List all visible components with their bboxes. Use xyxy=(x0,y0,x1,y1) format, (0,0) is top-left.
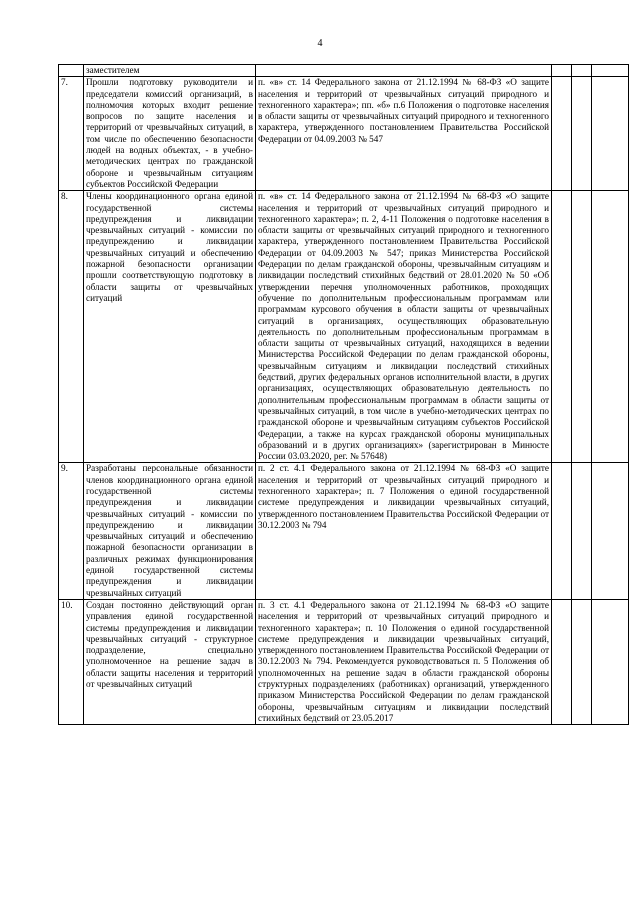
answer-no-cell[interactable] xyxy=(572,191,592,463)
answer-no-cell[interactable] xyxy=(572,599,592,724)
row-number: 9. xyxy=(59,463,84,600)
legal-basis-text: п. 2 ст. 4.1 Федерального закона от 21.12.1994 № 68-ФЗ «О защите населения и территорий от чрезвычайных ситуаций природного и техногенного характера»; п. 7 Положения о единой государственной системе предупреждения и ликвидации чрезвычайных ситуаций, утвержденного постановлением Правительства Российской Федерации от 30.12.2003 № 794 xyxy=(256,463,552,600)
table-row xyxy=(59,77,629,191)
legal-basis-text: п. «в» ст. 14 Федерального закона от 21.12.1994 № 68-ФЗ «О защите населения и территорий от чрезвычайных ситуаций природного и техногенного характера»; пп. «б» п.6 Положения о подготовке населения в области защиты от чрезвычайных ситуаций природного и техногенного характера, утвержденного постановлением Правительства Российской Федерации от 04.09.2003 № 547 xyxy=(256,77,552,191)
answer-na-cell[interactable] xyxy=(592,191,629,463)
answer-no-cell[interactable] xyxy=(572,463,592,600)
table-row xyxy=(59,463,629,600)
row-number xyxy=(59,65,84,77)
answer-na-cell[interactable] xyxy=(592,599,629,724)
row-number: 8. xyxy=(59,191,84,463)
requirement-text: Прошли подготовку руководители и председатели комиссий организаций, в полномочия которых входит решение вопросов по защите населения и территорий от чрезвычайных ситуаций, в том числе по обеспечению безопасности людей на водных объектах, - в учебно-методических центрах по гражданской обороне и чрезвычайным ситуациям субъектов Российской Федерации xyxy=(84,77,256,191)
legal-basis-text: п. 3 ст. 4.1 Федерального закона от 21.12.1994 № 68-ФЗ «О защите населения и территорий от чрезвычайных ситуаций природного и техногенного характера»; п. 10 Положения о единой государственной системе предупреждения и ликвидации чрезвычайных ситуаций, утвержденного постановлением Правительства Российской Федерации от 30.12.2003 № 794. Рекомендуется руководствоваться п. 5 Положения об уполномоченных на решение задач в области гражданской обороны структурных подразделениях (работниках) организаций, утвержденного приказом Министерства Российской Федерации по делам гражданской обороны, чрезвычайным ситуациям и ликвидации последствий стихийных бедствий от 23.05.2017 xyxy=(256,599,552,724)
requirement-text: Создан постоянно действующий орган управления единой государственной системы предупреждения и ликвидации чрезвычайных ситуаций - структурное подразделение, специально уполномоченное на решение задач в области защиты населения и территорий от чрезвычайных ситуаций xyxy=(84,599,256,724)
answer-na-cell[interactable] xyxy=(592,463,629,600)
page-number: 4 xyxy=(317,38,323,49)
answer-yes-cell[interactable] xyxy=(552,65,572,77)
row-number: 10. xyxy=(59,599,84,724)
requirement-text: заместителем xyxy=(84,65,256,77)
answer-na-cell[interactable] xyxy=(592,77,629,191)
legal-basis-text xyxy=(256,65,552,77)
answer-yes-cell[interactable] xyxy=(552,599,572,724)
table-row xyxy=(59,65,629,77)
answer-yes-cell[interactable] xyxy=(552,77,572,191)
table-row xyxy=(59,599,629,724)
legal-basis-text: п. «в» ст. 14 Федерального закона от 21.12.1994 № 68-ФЗ «О защите населения и территорий от чрезвычайных ситуаций природного и техногенного характера»; п. 2, 4-11 Положения о подготовке населения в области защиты от чрезвычайных ситуаций природного и техногенного характера, утвержденного постановлением Правительства Российской Федерации от 04.09.2003 № 547; приказ Министерства Российской Федерации по делам гражданской обороны, чрезвычайным ситуациям и ликвидации последствий стихийных бедствий от 28.01.2020 № 50 «Об утверждении перечня уполномоченных работников, проходящих обучение по дополнительным профессиональным программам или программам курсового обучения в области защиты от чрезвычайных ситуаций в организациях, осуществляющих образовательную деятельность по дополнительным профессиональным программам в области защиты от чрезвычайных ситуаций, находящихся в ведении Министерства Российской Федерации по делам гражданской обороны, чрезвычайным ситуациям и ликвидации последствий стихийных бедствий, других федеральных органов исполнительной власти, в других организациях, осуществляющих образовательную деятельность по дополнительным профессиональным программам в области защиты от чрезвычайных ситуаций, в том числе в учебно-методических центрах по гражданской обороне и чрезвычайным ситуациям субъектов Российской Федерации, а также на курсах гражданской обороны муниципальных образований и в других организациях» (зарегистрирован в Минюсте России 03.03.2020, рег. № 57648) xyxy=(256,191,552,463)
answer-yes-cell[interactable] xyxy=(552,463,572,600)
answer-no-cell[interactable] xyxy=(572,65,592,77)
answer-yes-cell[interactable] xyxy=(552,191,572,463)
row-number: 7. xyxy=(59,77,84,191)
checklist-table xyxy=(58,64,629,725)
table-row xyxy=(59,191,629,463)
answer-no-cell[interactable] xyxy=(572,77,592,191)
answer-na-cell[interactable] xyxy=(592,65,629,77)
requirement-text: Члены координационного органа единой государственной системы предупреждения и ликвидации чрезвычайных ситуаций - комиссии по предупреждению и ликвидации чрезвычайных ситуаций и обеспечению пожарной безопасности организации прошли соответствующую подготовку в области защиты от чрезвычайных ситуаций xyxy=(84,191,256,463)
requirement-text: Разработаны персональные обязанности членов координационного органа единой государственной системы предупреждения и ликвидации чрезвычайных ситуаций - комиссии по предупреждению и ликвидации чрезвычайных ситуаций и обеспечению пожарной безопасности организации в различных режимах функционирования единой государственной системы предупреждения и ликвидации чрезвычайных ситуаций xyxy=(84,463,256,600)
